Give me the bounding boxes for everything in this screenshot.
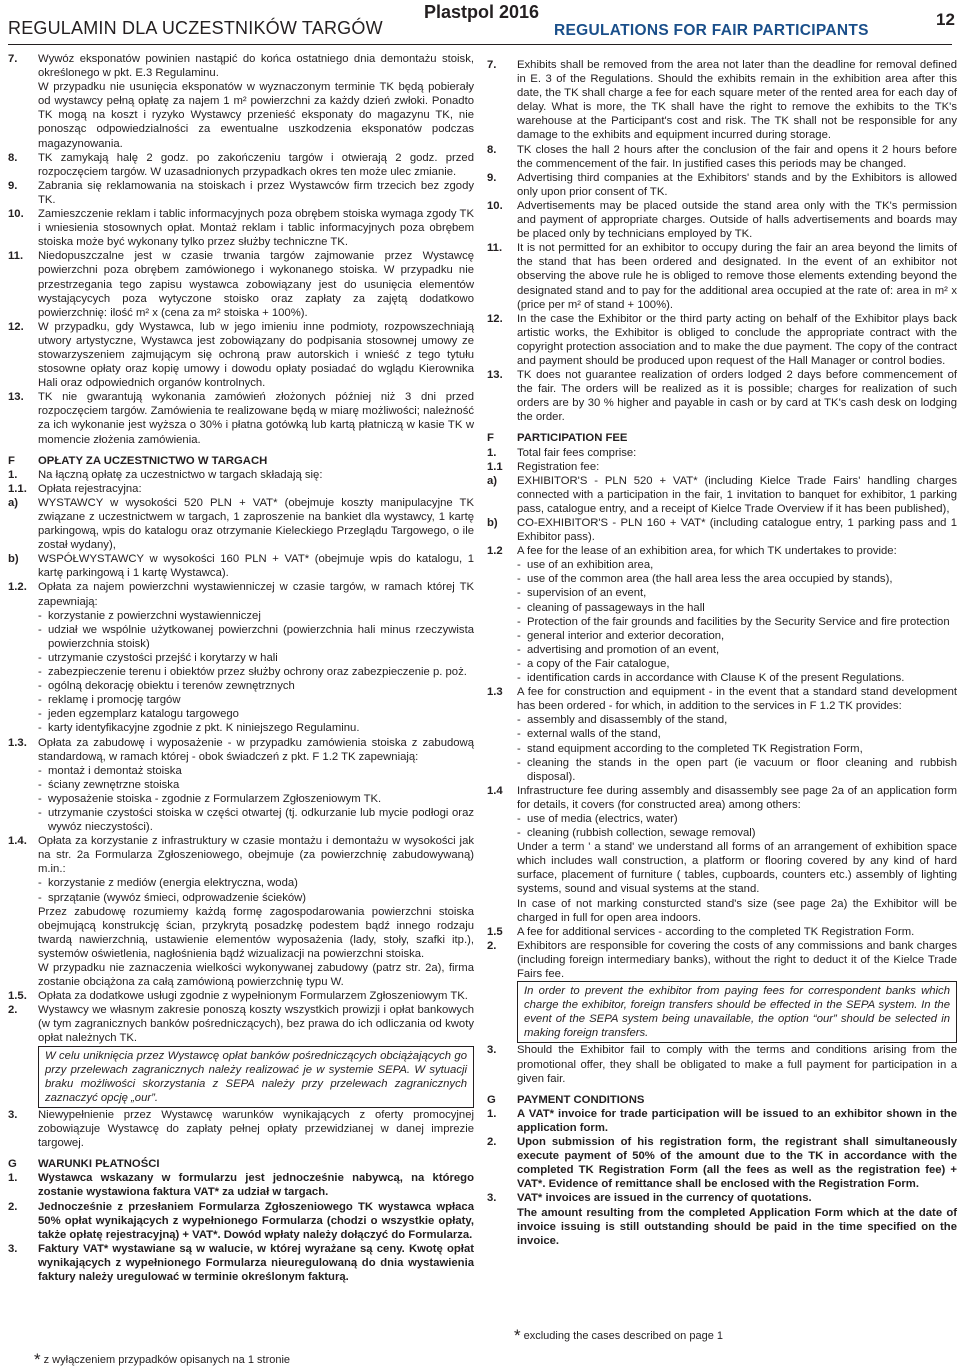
english-column [487,58,957,1248]
pl-f14: 1.4. Opłata za korzystanie z infrastruktury w czasie montażu i demontażu w wysokości jak na str. 2a Formularza Zgłoszeniowego, obejmuje (za powierzchnię zabudowywaną) m.in.: [8,835,474,876]
list-item: - zabezpieczenie terenu i obiektów przez służby ochrony oraz zabezpieczenie p. poż. [38,666,467,679]
list-item: - udział we wspólnie użytkowanej powierzchni (powierzchnia hali minus rzeczywista powierzchnia stoisk) [38,623,474,650]
list-item: - assembly and disassembly of the stand, [517,714,728,727]
list-item: - supervision of an event, [517,587,647,600]
list-item: - karty identyfikacyjne zgodnie z pkt. K niniejszego Regulaminu. [38,722,360,735]
en-footnote: * excluding the cases described on page 1 [514,1326,723,1345]
en-f12: 1.2 A fee for the lease of an exhibition area, for which TK undertakes to provide: [487,545,897,558]
list-item: - wyposażenie stoiska - zgodnie z Formularzem Zgłoszeniowym TK. [38,792,382,805]
en-sepa-notice-box: In order to prevent the exhibitor from paying fees for correspondent banks which charge the exhibitor, foreign transfers should be effected in the SEPA system. In the event of the SEPA system being unavailable, the option “our” should be selected in making foreign transfers. [517,981,957,1043]
list-item: - jeden egzemplarz katalogu targowego [38,708,239,721]
pl-f13-list [8,764,474,834]
pl-f2: 2. Wystawcy we własnym zakresie ponoszą koszty wszystkich prowizji i opłat bankowych (w tym zagranicznych banków pośredniczących), bez prawa do ich odliczania od kwoty opłat należnych TK. [8,1004,474,1045]
header-center-title: Plastpol 2016 [424,2,540,22]
pl-f14-note: W przypadku nie zaznaczenia wielkości wykonywanej zabudowy (patrz str. 2a), firma zostanie obciążona za całą zamówioną powierzchnię typu W. [38,962,474,989]
en-f11a: a) EXHIBITOR'S - PLN 520 + VAT* (including Kielce Trade Fairs' handling charges connected with a participation in the fair, 1 invitation to banquet for exhibitor, 1 parking pass, catalogue entry, and a receipt of Kielce Trade Overview if it has been published), [487,474,957,515]
list-item: - Protection of the fair grounds and facilities by the Security Service and fire protection [517,615,950,628]
pl-f14-definition: Przez zabudowę rozumiemy każdą formę zagospodarowania powierzchni stoiska obejmującą konstrukcję ścian, przykrytą posadzkę podestem bądź innego rodzaju twardą nawierzchnią, ustawienie elementów wyposażenia (lady, stoły, szafki itp.), systemów oświetlenia, nagłośnienia bądź wizualizacji na powierzchni stoiska. [38,905,474,960]
en-f3: 3. Should the Exhibitor fail to comply with the terms and conditions arising from the promotional offer, they shall be obligated to make a full payment for participation in a given fair. [487,1044,957,1085]
en-f13: 1.3 A fee for construction and equipment - in the event that a standard stand development has been ordered - for which, in addition to the services in F 1.2 TK provides: [487,686,957,713]
pl-f11b: b) WSPÓŁWYSTAWCY w wysokości 160 PLN + VAT* (obejmuje wpis do katalogu, 1 kartę parkingową i 1 kartę Wystawca). [8,553,474,580]
pl-sepa-notice-box: W celu uniknięcia przez Wystawcę opłat banków pośredniczących obciążających go przy przelewach zagranicznych należy realizować je w systemie SEPA. W sytuacji braku możliwości skorzystania z SEPA należy przy przelewach zagranicznych zaznaczyć opcję „our”. [38,1046,474,1108]
en-g2: 2. Upon submission of his registration form, the registrant shall simultaneously execute payment of 50% of the amount due to the TK in accordance with the completed TK Registration Form (all the fees as well as the registration fee) + VAT*. Evidence of remittance shall be enclosed with the Registration Form. [487,1136,957,1191]
list-item: - ściany zewnętrzne stoiska [38,778,180,791]
pl-g3: 3. Faktury VAT* wystawiane są w walucie, w której wyrażane są ceny. Kwotę opłat wynikających z wypełnionego Formularza nieuregulowaną do dnia wystawienia faktury należy uregulować w terminie określonym fakturą. [8,1242,474,1283]
pl-7-text: Wywóz eksponatów powinien nastąpić do końca ostatniego dnia demontażu stoisk, określonego w pkt. E.3 Regulaminu. [38,53,474,80]
en-section-9: 9. Advertising third companies at the Exhibitors' stands and by the Exhibitors is allowed only upon prior consent of TK. [487,171,957,198]
page-header [0,0,960,46]
pl-section-12: 12. W przypadku, gdy Wystawca, lub w jego imieniu inne podmioty, rozpowszechniają utwory artystyczne, Wystawca jest zobowiązany do podpisania stosownej umowy ze stowarzyszeniem zajmującym się ochroną praw autorskich i wnieść z tego tytułu stosowne opłaty oraz kopię umowy i dowodu opłaty posiadać do wglądu Kierownika Hali oraz odpowiednich organów kontrolnych. [8,320,474,390]
list-item: - use of media (electrics, water) [517,812,678,825]
pl-section-10: 10. Zamieszczenie reklam i tablic informacyjnych poza obrębem stoiska wymaga zgody TK i wniesienia stosownych opłat. Montaż reklam i tablic informacyjnych poza obrębem stoiska może być wykonany tylko przez służby techniczne TK. [8,208,474,249]
list-item: - cleaning of passageways in the hall [517,601,705,614]
list-item: - advertising and promotion of an event, [517,643,720,656]
en-f13-list [487,713,957,783]
pl-7b-text: W przypadku nie usunięcia eksponatów w wyznaczonym terminie TK będą pobierały od wystawcy pełną opłatę za najem 1 m² powierzchni za każdy dzień zwłoki. Ponadto TK mogą na koszt i ryzyko Wystawcy przenieść eksponaty do magazynu TK, nie ponosząc odpowiedzialności za ewentualne uszkodzenia eksponatów podczas magazynowania. [38,81,474,150]
list-item: - utrzymanie czystości przejść i korytarzy w hali [38,651,278,664]
en-heading-f: F PARTICIPATION FEE [487,432,628,445]
pl-g1: 1. Wystawca wskazany w formularzu jest jednocześnie nabywcą, na którego zostanie wystawiona faktura VAT* za udział w targach. [8,1172,474,1199]
list-item: - cleaning the stands in the open part (ie vacuum or floor cleaning and rubbish disposal). [517,756,957,783]
en-g3: 3. VAT* invoices are issued in the currency of quotations. [487,1192,812,1205]
pl-heading-g: G WARUNKI PŁATNOŚCI [8,1158,160,1171]
pl-f11a: a) WYSTAWCY w wysokości 520 PLN + VAT* (obejmuje koszty manipulacyjne TK związane z uczestnictwem w targach, 1 zaproszenie na bankiet dla wystawcy, 1 kartę parkingową, wpis do katalogu oraz otrzymanie Kieleckiego Przeglądu Targowego, o ile został wydany), [8,496,474,552]
list-item: - sprzątanie (wywóz śmieci, odprowadzenie ścieków) [38,891,307,904]
pl-f1: 1. Na łączną opłatę za uczestnictwo w targach składają się: [8,468,323,481]
list-item: - a copy of the Fair catalogue, [517,657,670,670]
en-f15: 1.5 A fee for additional services - according to the completed TK Registration Form. [487,925,915,938]
list-item: - use of an exhibition area, [517,559,654,572]
list-item: - korzystanie z mediów (energia elektryczna, woda) [38,877,298,890]
en-f14-list [487,812,957,840]
pl-f15: 1.5. Opłata za dodatkowe usługi zgodnie z wypełnionym Formularzem Zgłoszeniowym TK. [8,990,468,1003]
pl-f11: 1.1. Opłata rejestracyjna: [8,482,142,495]
list-item: - identification cards in accordance with Clause K of the present Regulations. [517,672,905,685]
list-item: - use of the common area (the hall area less the area occupied by stands), [517,573,893,586]
pl-section-8: 8. TK zamykają halę 2 godz. po zakończeniu targów i otwierają 2 godz. przed rozpoczęciem targów. W uzasadnionych przypadkach okres ten może ulec zmianie. [8,151,474,178]
en-f2: 2. Exhibitors are responsible for covering the costs of any commissions and bank charges (including foreign intermediary banks), without the right to deduct it of the Kielce Trade Fairs fee. [487,939,957,980]
en-f11b: b) CO-EXHIBITOR'S - PLN 160 + VAT* (including catalogue entry, 1 parking pass and 1 Exhibitor pass). [487,517,957,544]
page-number: 12 [936,10,955,29]
list-item: - cleaning (rubbish collection, sewage removal) [517,827,756,840]
en-section-7: 7. Exhibits shall be removed from the area not later than the deadline for removal defined in E. 3 of the Regulations. Should the exhibits remain in the exhibition area after this date, the TK shall charge a fee for each square meter of the rented area for each day of delay. What is more, the TK shall have the right to remove the exhibits to the TK's warehouse at the Participant's cost and risk. The TK shall not be responsible for any damage to the exhibits and equipment incurred during storage. [487,59,957,142]
en-section-13: 13. TK does not guarantee realization of orders lodged 2 days before commencement of the fair. The orders will be realized as it is possible; charges for realization of such orders are by 30 % higher and payable in cash or by card at TK's cash desk on lodging the order. [487,369,957,424]
en-g1: 1. A VAT* invoice for trade participation will be issued to an exhibitor shown in the application form. [487,1107,957,1134]
list-item: - ogólną dekorację obiektu i terenów zewnętrznych [38,680,295,693]
pl-f12-list [8,609,474,736]
list-item: - external walls of the stand, [517,728,661,741]
en-f14-definition: Under a term ' a stand' we understand all forms of an arrangement of exhibition space which includes wall construction, a platform or flooring covered by any kind of hard surface, placement of furniture ( tables, cupboards, counters etc.) assembly of lighting systems, sound and visual systems at the stand. [517,841,957,896]
en-section-12: 12. In the case the Exhibitor or the third party acting on behalf of the Exhibitor plays back artistic works, the Exhibitor is obliged to conclude the appropriate contract with the copyright protection association and to make the due payment. The copy of the contract and payment should be produced upon request of the Hall Manager or control bodies. [487,312,957,367]
list-item: - montaż i demontaż stoiska [38,764,182,777]
pl-f13: 1.3. Opłata za zabudowę i wyposażenie - w przypadku zamówienia stoiska z zabudową standardową, w ramach której - obok świadczeń z pkt. F 1.2 TK zapewniają: [8,736,474,763]
list-item: - stand equipment according to the completed TK Registration Form, [517,742,863,755]
en-f14-note: In case of not marking consturcted stand's size (see page 2a) the Exhibitor will be charged in full for open area indoors. [517,897,957,924]
pl-g2: 2. Jednocześnie z przesłaniem Formularza Zgłoszeniowego TK wystawca wpłaca 50% opłat wynikających z wypełnionego Formularza (chodzi o wszystkie opłaty, także opłatę rejestracyjną) + VAT*. Dowód wpłaty należy dołączyć do Formularza. [8,1200,474,1241]
list-item: - korzystanie z powierzchni wystawienniczej [38,609,261,622]
pl-f3: 3. Niewypełnienie przez Wystawcę warunków wynikających z oferty promocyjnej zobowiązuje Wystawcę do zapłaty pełnej opłaty przewidzianej w danej imprezie targowej. [8,1108,474,1150]
en-section-10: 10. Advertisements may be placed outside the stand area only with the TK's permission and payment of appropriate charges. Outside of halls advertisements and boards may be placed only by technicians employed by TK. [487,199,957,241]
list-item: - utrzymanie czystości stoiska w części otwartej (tj. odkurzanie lub mycie podłogi oraz wywóz nieczystości). [38,806,474,834]
en-g3-amount: The amount resulting from the completed Application Form which at the date of invoice issuing is still outstanding should be paid in the time specified on the invoice. [517,1206,957,1247]
en-section-11: 11. It is not permitted for an exhibitor to occupy during the fair an area beyond the limits of the stand that has been ordered and designated. In the event of an exhibitor not observing the above rule he is obliged to remove those elements extending beyond the designated stand and to pay for the additional area occupied at the rate of: area in m² x (price per m² of stand + 100%). [487,242,957,311]
list-item: - reklamę i promocję targów [38,694,181,707]
header-divider [8,44,952,45]
pl-section-7: 7. Wywóz eksponatów powinien nastąpić do końca ostatniego dnia demontażu stoisk, określonego w pkt. E.3 Regulaminu. [8,53,474,80]
pl-footnote: * z wyłączeniem przypadków opisanych na 1 stronie [34,1350,291,1369]
pl-section-13: 13. TK nie gwarantują wykonania zamówień złożonych później niż 3 dni przed rozpoczęciem targów. Zamówienia te realizowane będą w miarę możliwości; należność za ich wykonanie jest wyższa o 30% i płatna gotówką lub kartą płatniczą w kasie TK w momencie złożenia zamówienia. [8,391,474,446]
en-section-8: 8. TK closes the hall 2 hours after the conclusion of the fair and opens it 2 hours before the commencement of the fair. In justified cases this periods may be changed. [487,143,957,170]
pl-section-9: 9. Zabrania się reklamowania na stoiskach i przez Wystawców firm trzecich bez zgody TK. [8,179,474,206]
pl-section-7b [8,80,474,150]
pl-f12: 1.2. Opłata za najem powierzchni wystawienniczej w czasie targów, w ramach której TK zapewniają: [8,581,474,608]
pl-f14-list [8,876,474,904]
header-left-title: REGULAMIN DLA UCZESTNIKÓW TARGÓW [8,18,383,38]
en-f12-list [487,558,957,685]
polish-column [8,52,474,1284]
pl-section-11: 11. Niedopuszczalne jest w czasie trwania targów zajmowanie przez Wystawcę powierzchni poza obrębem zamówionego i wykonanego stoiska. W przypadku nie przestrzegania tego zapisu wystawca zobowiązany jest do usunięcia elementów wystającycych poza wytyczone stoisko oraz zapłaty za zajętą dodatkowo powierzchnię: ilość m² x (cena za m² stoiska + 100%). [8,250,474,319]
pl-heading-f: F OPŁATY ZA UCZESTNICTWO W TARGACH [8,454,268,467]
list-item: - general interior and exterior decoration, [517,629,725,642]
header-right-title: REGULATIONS FOR FAIR PARTICIPANTS [554,22,869,39]
en-f11: 1.1 Registration fee: [487,460,600,473]
en-heading-g: G PAYMENT CONDITIONS [487,1093,645,1106]
en-f1: 1. Total fair fees comprise: [487,446,637,459]
en-f14: 1.4 Infrastructure fee during assembly and disassembly see page 2a of an application form for details, it covers (for constructed area) among others: [487,784,957,811]
